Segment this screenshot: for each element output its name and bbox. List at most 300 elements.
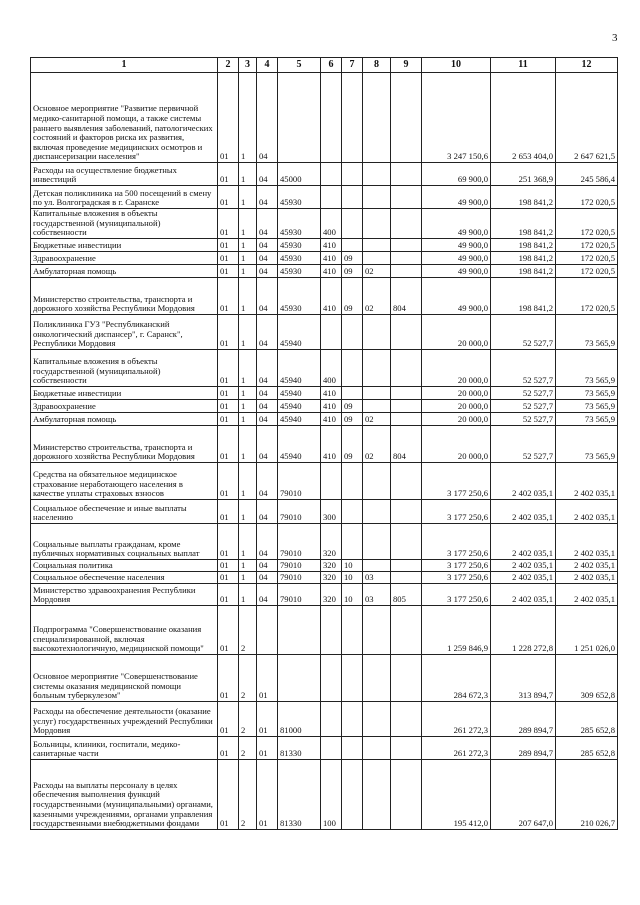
row-amount: 49 900,0 bbox=[422, 209, 491, 239]
column-header: 4 bbox=[257, 58, 278, 73]
row-code bbox=[363, 349, 391, 386]
row-code: 01 bbox=[257, 701, 278, 736]
row-code: 400 bbox=[321, 209, 342, 239]
table-row bbox=[31, 701, 618, 736]
row-code: 410 bbox=[321, 277, 342, 314]
row-amount: 49 900,0 bbox=[422, 264, 491, 277]
row-name: Подпрограмма "Совершенствование оказания специализированной, включая высокотехнологичную, медицинской помощи" bbox=[31, 605, 218, 654]
row-code: 2 bbox=[239, 654, 257, 701]
row-code: 01 bbox=[218, 264, 239, 277]
row-code bbox=[363, 462, 391, 499]
row-amount: 285 652,8 bbox=[556, 701, 618, 736]
row-code: 410 bbox=[321, 399, 342, 412]
row-code bbox=[391, 412, 422, 425]
row-code bbox=[391, 605, 422, 654]
row-name: Бюджетные инвестиции bbox=[31, 238, 218, 251]
row-code bbox=[363, 759, 391, 829]
row-code bbox=[363, 186, 391, 209]
column-header: 10 bbox=[422, 58, 491, 73]
row-code bbox=[342, 499, 363, 523]
row-code bbox=[321, 654, 342, 701]
row-code: 01 bbox=[218, 605, 239, 654]
row-code bbox=[342, 238, 363, 251]
row-code: 01 bbox=[218, 499, 239, 523]
row-code: 01 bbox=[218, 314, 239, 349]
row-amount: 261 272,3 bbox=[422, 736, 491, 759]
row-code: 1 bbox=[239, 559, 257, 571]
row-name: Министерство строительства, транспорта и дорожного хозяйства Республики Мордовия bbox=[31, 425, 218, 462]
row-code: 04 bbox=[257, 425, 278, 462]
row-code: 10 bbox=[342, 583, 363, 605]
row-code: 320 bbox=[321, 571, 342, 583]
row-amount: 73 565,9 bbox=[556, 349, 618, 386]
row-amount: 2 402 035,1 bbox=[556, 499, 618, 523]
row-code: 1 bbox=[239, 238, 257, 251]
table-row bbox=[31, 163, 618, 186]
row-code bbox=[342, 701, 363, 736]
table-row bbox=[31, 399, 618, 412]
row-amount: 52 527,7 bbox=[491, 386, 556, 399]
row-code bbox=[342, 523, 363, 559]
column-header: 5 bbox=[278, 58, 321, 73]
row-code bbox=[363, 559, 391, 571]
table-row bbox=[31, 425, 618, 462]
column-header: 2 bbox=[218, 58, 239, 73]
row-amount: 198 841,2 bbox=[491, 264, 556, 277]
row-code bbox=[391, 499, 422, 523]
row-code: 79010 bbox=[278, 523, 321, 559]
row-code bbox=[391, 736, 422, 759]
row-amount: 2 402 035,1 bbox=[556, 462, 618, 499]
table-row bbox=[31, 736, 618, 759]
row-name: Социальное обеспечение населения bbox=[31, 571, 218, 583]
row-code: 45000 bbox=[278, 163, 321, 186]
row-amount: 195 412,0 bbox=[422, 759, 491, 829]
row-name: Здравоохранение bbox=[31, 251, 218, 264]
row-name: Расходы на выплаты персоналу в целях обеспечения выполнения функций государственными (муниципальными) органами, казенными учреждениями, органами управления государственными внебюджетными фондами bbox=[31, 759, 218, 829]
row-amount: 2 402 035,1 bbox=[556, 571, 618, 583]
row-amount: 52 527,7 bbox=[491, 349, 556, 386]
row-code: 09 bbox=[342, 399, 363, 412]
table-row bbox=[31, 264, 618, 277]
row-amount: 172 020,5 bbox=[556, 251, 618, 264]
row-code: 2 bbox=[239, 701, 257, 736]
row-code: 01 bbox=[218, 583, 239, 605]
row-code: 04 bbox=[257, 163, 278, 186]
row-code: 45940 bbox=[278, 425, 321, 462]
table-row bbox=[31, 559, 618, 571]
row-amount: 3 177 250,6 bbox=[422, 523, 491, 559]
row-code bbox=[321, 701, 342, 736]
row-code: 04 bbox=[257, 462, 278, 499]
row-code bbox=[391, 559, 422, 571]
row-code: 1 bbox=[239, 462, 257, 499]
row-name: Амбулаторная помощь bbox=[31, 264, 218, 277]
row-amount: 2 647 621,5 bbox=[556, 73, 618, 163]
row-code bbox=[391, 523, 422, 559]
column-header: 9 bbox=[391, 58, 422, 73]
row-code bbox=[342, 759, 363, 829]
row-code: 01 bbox=[257, 759, 278, 829]
row-amount: 2 402 035,1 bbox=[556, 583, 618, 605]
table-row bbox=[31, 462, 618, 499]
row-amount: 198 841,2 bbox=[491, 277, 556, 314]
row-code: 01 bbox=[218, 701, 239, 736]
row-code bbox=[321, 186, 342, 209]
row-code: 2 bbox=[239, 736, 257, 759]
row-amount: 207 647,0 bbox=[491, 759, 556, 829]
row-code: 2 bbox=[239, 759, 257, 829]
row-code: 04 bbox=[257, 73, 278, 163]
row-code bbox=[321, 736, 342, 759]
row-amount: 3 177 250,6 bbox=[422, 559, 491, 571]
row-code: 04 bbox=[257, 499, 278, 523]
row-code: 1 bbox=[239, 399, 257, 412]
row-code bbox=[363, 654, 391, 701]
row-code bbox=[278, 73, 321, 163]
row-code: 04 bbox=[257, 386, 278, 399]
row-code: 03 bbox=[363, 571, 391, 583]
row-name: Капитальные вложения в объекты государственной (муниципальной) собственности bbox=[31, 349, 218, 386]
row-code: 81330 bbox=[278, 759, 321, 829]
row-code: 02 bbox=[363, 264, 391, 277]
column-header: 7 bbox=[342, 58, 363, 73]
row-code bbox=[363, 523, 391, 559]
row-code bbox=[321, 163, 342, 186]
row-code: 400 bbox=[321, 349, 342, 386]
table-row bbox=[31, 605, 618, 654]
row-code: 100 bbox=[321, 759, 342, 829]
row-code bbox=[391, 163, 422, 186]
row-amount: 20 000,0 bbox=[422, 349, 491, 386]
row-code: 01 bbox=[218, 736, 239, 759]
row-code: 10 bbox=[342, 559, 363, 571]
row-code: 45930 bbox=[278, 277, 321, 314]
row-amount: 309 652,8 bbox=[556, 654, 618, 701]
row-name: Бюджетные инвестиции bbox=[31, 386, 218, 399]
row-code: 1 bbox=[239, 349, 257, 386]
row-amount: 1 259 846,9 bbox=[422, 605, 491, 654]
row-code: 01 bbox=[218, 571, 239, 583]
row-amount: 49 900,0 bbox=[422, 251, 491, 264]
row-code bbox=[278, 654, 321, 701]
row-code: 79010 bbox=[278, 583, 321, 605]
row-amount: 172 020,5 bbox=[556, 238, 618, 251]
row-code: 04 bbox=[257, 277, 278, 314]
row-code: 79010 bbox=[278, 462, 321, 499]
table-row bbox=[31, 251, 618, 264]
column-header: 3 bbox=[239, 58, 257, 73]
row-code: 1 bbox=[239, 571, 257, 583]
row-amount: 73 565,9 bbox=[556, 386, 618, 399]
row-code bbox=[391, 349, 422, 386]
row-amount: 20 000,0 bbox=[422, 425, 491, 462]
row-code bbox=[342, 186, 363, 209]
row-code: 04 bbox=[257, 559, 278, 571]
row-code bbox=[363, 605, 391, 654]
row-code: 410 bbox=[321, 386, 342, 399]
row-code bbox=[391, 209, 422, 239]
row-code: 01 bbox=[257, 736, 278, 759]
row-name: Поликлиника ГУЗ "Республиканский онкологический диспансер", г. Саранск", Республики Мордовия bbox=[31, 314, 218, 349]
page-number: 3 bbox=[612, 32, 618, 44]
row-name: Расходы на обеспечение деятельности (оказание услуг) государственных учреждений Республики Мордовия bbox=[31, 701, 218, 736]
row-code bbox=[342, 462, 363, 499]
row-code: 1 bbox=[239, 186, 257, 209]
row-code: 01 bbox=[218, 759, 239, 829]
row-code bbox=[363, 251, 391, 264]
row-amount: 1 251 026,0 bbox=[556, 605, 618, 654]
row-code: 09 bbox=[342, 412, 363, 425]
table-row bbox=[31, 209, 618, 239]
row-amount: 49 900,0 bbox=[422, 186, 491, 209]
row-code: 04 bbox=[257, 209, 278, 239]
row-name: Расходы на осуществление бюджетных инвестиций bbox=[31, 163, 218, 186]
row-code: 45930 bbox=[278, 186, 321, 209]
table-row bbox=[31, 523, 618, 559]
row-amount: 313 894,7 bbox=[491, 654, 556, 701]
row-code bbox=[321, 73, 342, 163]
row-amount: 261 272,3 bbox=[422, 701, 491, 736]
row-code: 320 bbox=[321, 523, 342, 559]
table-row bbox=[31, 314, 618, 349]
row-code: 01 bbox=[218, 209, 239, 239]
table-row bbox=[31, 349, 618, 386]
row-amount: 20 000,0 bbox=[422, 399, 491, 412]
row-code: 02 bbox=[363, 277, 391, 314]
row-amount: 49 900,0 bbox=[422, 238, 491, 251]
row-code: 1 bbox=[239, 523, 257, 559]
row-amount: 285 652,8 bbox=[556, 736, 618, 759]
row-code bbox=[363, 209, 391, 239]
row-code: 1 bbox=[239, 264, 257, 277]
row-code: 09 bbox=[342, 264, 363, 277]
budget-table bbox=[30, 57, 618, 830]
column-header: 1 bbox=[31, 58, 218, 73]
row-code: 10 bbox=[342, 571, 363, 583]
row-amount: 284 672,3 bbox=[422, 654, 491, 701]
row-code bbox=[342, 736, 363, 759]
row-code bbox=[363, 386, 391, 399]
row-code: 04 bbox=[257, 412, 278, 425]
table-row bbox=[31, 759, 618, 829]
row-code: 01 bbox=[218, 238, 239, 251]
row-code: 45930 bbox=[278, 251, 321, 264]
row-amount: 69 900,0 bbox=[422, 163, 491, 186]
row-amount: 198 841,2 bbox=[491, 251, 556, 264]
row-amount: 52 527,7 bbox=[491, 412, 556, 425]
row-code bbox=[342, 349, 363, 386]
row-code: 320 bbox=[321, 559, 342, 571]
column-header: 6 bbox=[321, 58, 342, 73]
row-code: 03 bbox=[363, 583, 391, 605]
column-header: 8 bbox=[363, 58, 391, 73]
row-code: 01 bbox=[218, 462, 239, 499]
row-code bbox=[321, 314, 342, 349]
row-amount: 2 402 035,1 bbox=[491, 462, 556, 499]
row-name: Амбулаторная помощь bbox=[31, 412, 218, 425]
row-code: 804 bbox=[391, 425, 422, 462]
row-code: 1 bbox=[239, 314, 257, 349]
row-code bbox=[342, 209, 363, 239]
row-code: 04 bbox=[257, 571, 278, 583]
row-code: 79010 bbox=[278, 571, 321, 583]
row-code: 01 bbox=[218, 163, 239, 186]
row-amount: 73 565,9 bbox=[556, 412, 618, 425]
row-code: 01 bbox=[218, 559, 239, 571]
row-code: 01 bbox=[218, 186, 239, 209]
row-code: 45940 bbox=[278, 349, 321, 386]
row-code bbox=[363, 399, 391, 412]
row-amount: 198 841,2 bbox=[491, 209, 556, 239]
row-code: 04 bbox=[257, 523, 278, 559]
row-amount: 20 000,0 bbox=[422, 386, 491, 399]
row-code bbox=[342, 605, 363, 654]
row-code: 02 bbox=[363, 412, 391, 425]
row-amount: 2 402 035,1 bbox=[556, 523, 618, 559]
row-code: 01 bbox=[218, 386, 239, 399]
row-code: 1 bbox=[239, 251, 257, 264]
row-code: 04 bbox=[257, 314, 278, 349]
row-amount: 2 402 035,1 bbox=[491, 559, 556, 571]
row-code: 45940 bbox=[278, 314, 321, 349]
row-code: 01 bbox=[218, 523, 239, 559]
row-code: 45940 bbox=[278, 399, 321, 412]
row-code bbox=[391, 251, 422, 264]
row-code: 1 bbox=[239, 583, 257, 605]
row-code: 09 bbox=[342, 251, 363, 264]
row-amount: 289 894,7 bbox=[491, 736, 556, 759]
row-name: Средства на обязательное медицинское страхование неработающего населения в качестве уплаты страховых взносов bbox=[31, 462, 218, 499]
row-code: 04 bbox=[257, 399, 278, 412]
row-code bbox=[342, 73, 363, 163]
row-code bbox=[342, 386, 363, 399]
row-amount: 198 841,2 bbox=[491, 238, 556, 251]
row-code bbox=[391, 386, 422, 399]
row-name: Капитальные вложения в объекты государственной (муниципальной) собственности bbox=[31, 209, 218, 239]
row-amount: 2 402 035,1 bbox=[491, 583, 556, 605]
row-code bbox=[363, 499, 391, 523]
row-amount: 2 402 035,1 bbox=[556, 559, 618, 571]
row-code bbox=[321, 462, 342, 499]
row-code: 805 bbox=[391, 583, 422, 605]
row-amount: 289 894,7 bbox=[491, 701, 556, 736]
row-code bbox=[278, 605, 321, 654]
row-code: 81330 bbox=[278, 736, 321, 759]
row-amount: 2 402 035,1 bbox=[491, 523, 556, 559]
row-code: 01 bbox=[218, 412, 239, 425]
row-amount: 245 586,4 bbox=[556, 163, 618, 186]
row-name: Министерство здравоохранения Республики Мордовия bbox=[31, 583, 218, 605]
row-amount: 52 527,7 bbox=[491, 399, 556, 412]
row-amount: 210 026,7 bbox=[556, 759, 618, 829]
row-amount: 198 841,2 bbox=[491, 186, 556, 209]
row-amount: 172 020,5 bbox=[556, 264, 618, 277]
row-code: 45930 bbox=[278, 238, 321, 251]
row-amount: 2 402 035,1 bbox=[491, 571, 556, 583]
row-code: 1 bbox=[239, 499, 257, 523]
row-code bbox=[342, 654, 363, 701]
row-code: 01 bbox=[218, 73, 239, 163]
row-amount: 3 177 250,6 bbox=[422, 499, 491, 523]
row-code: 79010 bbox=[278, 499, 321, 523]
row-code: 45930 bbox=[278, 209, 321, 239]
row-code bbox=[391, 264, 422, 277]
row-code: 01 bbox=[218, 277, 239, 314]
table-row bbox=[31, 571, 618, 583]
row-code: 79010 bbox=[278, 559, 321, 571]
row-code bbox=[257, 605, 278, 654]
row-amount: 52 527,7 bbox=[491, 425, 556, 462]
row-amount: 3 247 150,6 bbox=[422, 73, 491, 163]
table-row bbox=[31, 386, 618, 399]
row-code bbox=[391, 73, 422, 163]
row-code: 1 bbox=[239, 277, 257, 314]
row-code: 04 bbox=[257, 349, 278, 386]
row-code: 81000 bbox=[278, 701, 321, 736]
column-header: 12 bbox=[556, 58, 618, 73]
row-code: 410 bbox=[321, 238, 342, 251]
row-amount: 2 653 404,0 bbox=[491, 73, 556, 163]
row-code: 1 bbox=[239, 73, 257, 163]
table-row bbox=[31, 73, 618, 163]
row-code bbox=[391, 314, 422, 349]
row-amount: 3 177 250,6 bbox=[422, 583, 491, 605]
row-name: Основное мероприятие "Развитие первичной медико-санитарной помощи, а также системы раннего выявления заболеваний, патологических состояний и факторов риска их развития, включая проведение медицинских осмотров и диспансеризации населения" bbox=[31, 73, 218, 163]
row-name: Больницы, клиники, госпитали, медико-санитарные части bbox=[31, 736, 218, 759]
row-code bbox=[363, 73, 391, 163]
row-code: 01 bbox=[218, 251, 239, 264]
row-code: 45940 bbox=[278, 386, 321, 399]
row-amount: 73 565,9 bbox=[556, 425, 618, 462]
row-code: 320 bbox=[321, 583, 342, 605]
row-code bbox=[391, 701, 422, 736]
row-code: 02 bbox=[363, 425, 391, 462]
row-code: 1 bbox=[239, 425, 257, 462]
row-code bbox=[391, 462, 422, 499]
row-amount: 73 565,9 bbox=[556, 314, 618, 349]
table-row bbox=[31, 238, 618, 251]
row-code bbox=[391, 759, 422, 829]
row-code: 804 bbox=[391, 277, 422, 314]
row-code: 01 bbox=[218, 349, 239, 386]
row-code: 1 bbox=[239, 209, 257, 239]
row-code: 45940 bbox=[278, 412, 321, 425]
row-name: Здравоохранение bbox=[31, 399, 218, 412]
row-amount: 172 020,5 bbox=[556, 209, 618, 239]
row-code bbox=[391, 238, 422, 251]
row-name: Социальная политика bbox=[31, 559, 218, 571]
row-amount: 172 020,5 bbox=[556, 277, 618, 314]
row-code: 01 bbox=[257, 654, 278, 701]
row-code: 04 bbox=[257, 264, 278, 277]
row-code bbox=[363, 314, 391, 349]
table-row bbox=[31, 277, 618, 314]
row-code bbox=[342, 163, 363, 186]
row-code: 1 bbox=[239, 163, 257, 186]
row-code bbox=[391, 654, 422, 701]
row-code: 2 bbox=[239, 605, 257, 654]
row-name: Социальные выплаты гражданам, кроме публичных нормативных социальных выплат bbox=[31, 523, 218, 559]
row-amount: 2 402 035,1 bbox=[491, 499, 556, 523]
row-amount: 20 000,0 bbox=[422, 412, 491, 425]
row-amount: 172 020,5 bbox=[556, 186, 618, 209]
row-code: 01 bbox=[218, 654, 239, 701]
row-amount: 49 900,0 bbox=[422, 277, 491, 314]
row-code: 04 bbox=[257, 238, 278, 251]
table-body bbox=[31, 73, 618, 830]
row-code: 09 bbox=[342, 425, 363, 462]
